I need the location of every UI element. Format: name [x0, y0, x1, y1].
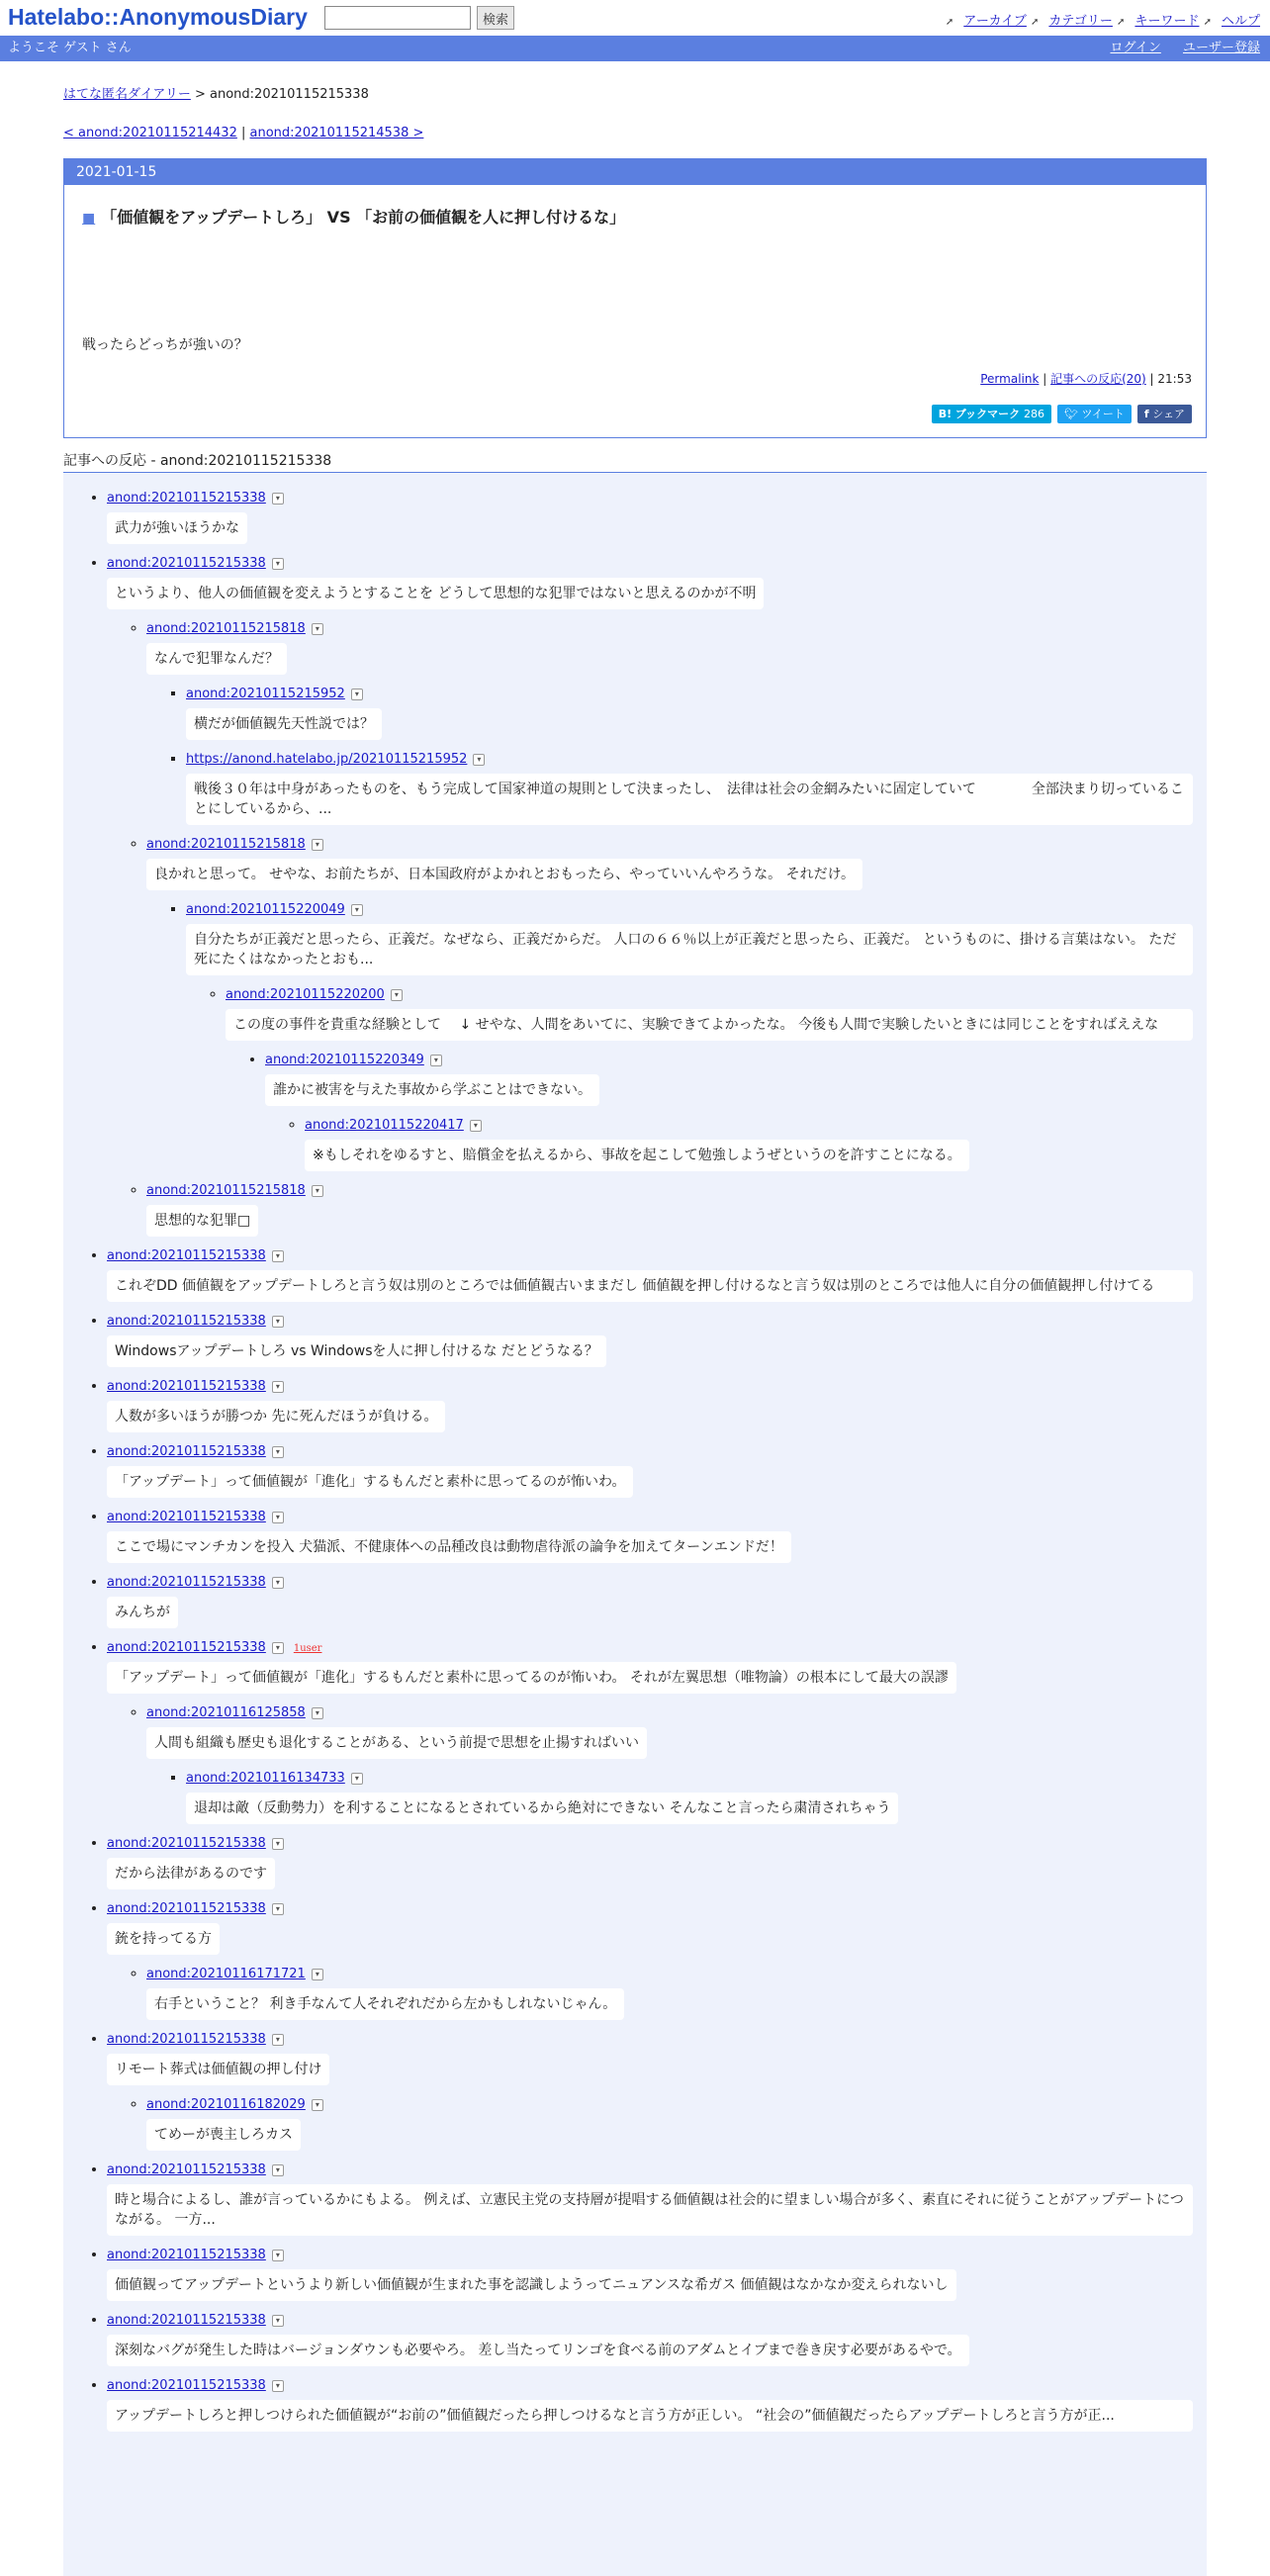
- chevron-down-icon[interactable]: ▾: [272, 1316, 284, 1328]
- chevron-down-icon[interactable]: ▾: [312, 1969, 323, 1980]
- list-item: [107, 2161, 1207, 2236]
- reply-link[interactable]: anond:20210115220349: [265, 1053, 424, 1067]
- bookmark-label: B! ブックマーク: [938, 408, 1021, 420]
- chevron-down-icon[interactable]: ▾: [430, 1055, 442, 1066]
- site-logo[interactable]: Hatelabo::AnonymousDiary: [8, 4, 308, 30]
- nav-help-link[interactable]: ヘルプ: [1221, 14, 1260, 29]
- reply-text: ここで場にマンチカンを投入 犬猫派、不健康体への品種改良は動物虐待派の論争を加えてターンエンドだ！: [107, 1531, 791, 1563]
- reactions-link[interactable]: 記事への反応(20): [1050, 372, 1146, 386]
- user-count-badge[interactable]: 1user: [293, 1643, 322, 1654]
- reply-text: 深刻なバグが発生した時はバージョンダウンも必要やろ。 差し当たってリンゴを食べる前のアダムとイブまで巻き戻す必要があるやで。: [107, 2335, 969, 2366]
- chevron-down-icon[interactable]: ▾: [272, 1577, 284, 1589]
- list-item: [107, 1246, 1207, 1302]
- tweet-button[interactable]: [1057, 405, 1132, 423]
- list-item: [107, 1377, 1207, 1432]
- list-item: [146, 835, 1207, 1171]
- reply-text: 銃を持ってる方: [107, 1923, 220, 1955]
- list-item: [186, 750, 1207, 825]
- reply-text: 思想的な犯罪□: [146, 1205, 258, 1237]
- reply-text: この度の事件を貴重な経験として ↓ せやな、人間をあいてに、実験できてよかったな。 今後も人間で実験したいときには同じことをすればええな: [226, 1009, 1193, 1041]
- welcome-bar: [0, 36, 1270, 61]
- reply-link[interactable]: anond:20210115215338: [107, 2378, 266, 2393]
- chevron-down-icon[interactable]: ▾: [272, 1512, 284, 1523]
- list-item: [107, 1312, 1207, 1367]
- chevron-down-icon[interactable]: ▾: [272, 2315, 284, 2327]
- reply-text: 戦後３０年は中身があったものを、もう完成して国家神道の規則として決まったし、 法律は社会の金網みたいに固定していて 全部決まり切っていることにしているから、...: [186, 774, 1193, 825]
- reply-link[interactable]: anond:20210115220200: [226, 987, 385, 1002]
- reply-link[interactable]: anond:20210115220417: [305, 1118, 464, 1133]
- chevron-down-icon[interactable]: ▾: [351, 1773, 363, 1785]
- reply-text: なんで犯罪なんだ？: [146, 643, 287, 675]
- register-link[interactable]: ユーザー登録: [1182, 41, 1260, 55]
- reply-link[interactable]: anond:20210115215338: [107, 1314, 266, 1329]
- chevron-down-icon[interactable]: ▾: [272, 1250, 284, 1262]
- entry-time: 21:53: [1157, 372, 1192, 386]
- reply-text: 「アップデート」って価値観が「進化」するもんだと素朴に思ってるのが怖いわ。 それが左翼思想（唯物論）の根本にして最大の誤謬: [107, 1662, 956, 1694]
- reply-link[interactable]: anond:20210115215338: [107, 2162, 266, 2177]
- chevron-down-icon[interactable]: ▾: [272, 2380, 284, 2392]
- arrow-icon: ➚: [1203, 17, 1212, 28]
- next-entry-link[interactable]: anond:20210115214538 >: [249, 126, 424, 140]
- twitter-icon: 🐦︎: [1064, 408, 1078, 420]
- list-item: [107, 1442, 1207, 1498]
- reply-text: アップデートしろと押しつけられた価値観が“お前の”価値観だったら押しつけるなと言う方が正しい。 “社会の”価値観だったらアップデートしろと言う方が正...: [107, 2400, 1193, 2432]
- search-button[interactable]: 検索: [477, 6, 514, 30]
- reply-link[interactable]: anond:20210115215338: [107, 1444, 266, 1459]
- reactions-tree: [63, 473, 1207, 2576]
- list-item: [107, 489, 1207, 544]
- reply-text: 良かれと思って。 せやな、お前たちが、日本国政府がよかれとおもったら、やっていいんやろうな。 それだけ。: [146, 859, 862, 890]
- list-item: [146, 1965, 1207, 2020]
- list-item: [186, 900, 1207, 1171]
- reply-text: 右手ということ？ 利き手なんて人それぞれだから左かもしれないじゃん。: [146, 1988, 624, 2020]
- reply-link[interactable]: anond:20210115215338: [107, 1510, 266, 1524]
- reply-text: みんちが: [107, 1597, 178, 1628]
- reply-text: これぞDD 価値観をアップデートしろと言う奴は別のところでは価値観古いままだし 価値観を押し付けるなと言う奴は別のところでは他人に自分の価値観押し付けてる: [107, 1270, 1193, 1302]
- reply-text: だから法律があるのです: [107, 1858, 275, 1889]
- list-item: [107, 2376, 1207, 2432]
- nav-category-link[interactable]: カテゴリー: [1048, 14, 1113, 29]
- top-nav: [946, 10, 1260, 29]
- chevron-down-icon[interactable]: ▾: [351, 689, 363, 700]
- reply-text: 横だが価値観先天性説では？: [186, 708, 382, 740]
- search-input[interactable]: [324, 6, 471, 30]
- chevron-down-icon[interactable]: ▾: [312, 1707, 323, 1719]
- reply-text: 「アップデート」って価値観が「進化」するもんだと素朴に思ってるのが怖いわ。: [107, 1466, 633, 1498]
- reply-link[interactable]: anond:20210116125858: [146, 1705, 306, 1720]
- chevron-down-icon[interactable]: ▾: [312, 1185, 323, 1197]
- chevron-down-icon[interactable]: ▾: [391, 989, 403, 1001]
- reply-text: Windowsアップデートしろ vs Windowsを人に押し付けるな だとどうなる？: [107, 1335, 606, 1367]
- bookmark-count: 286: [1024, 408, 1044, 420]
- list-item: [107, 1834, 1207, 1889]
- breadcrumb: [63, 83, 1207, 102]
- reply-text: というより、他人の価値観を変えようとすることを どうして思想的な犯罪ではないと思えるのかが不明: [107, 578, 764, 609]
- permalink-link[interactable]: Permalink: [980, 372, 1040, 386]
- facebook-icon: f: [1143, 408, 1149, 420]
- reply-text: てめーが喪主しろカス: [146, 2119, 301, 2151]
- list-item: [107, 2030, 1207, 2151]
- chevron-down-icon[interactable]: ▾: [312, 839, 323, 851]
- reply-text: 時と場合によるし、誰が言っているかにもよる。 例えば、立憲民主党の支持層が提唱する価値観は社会的に望ましい場合が多く、素直にそれに従うことがアップデートにつながる。 一方...: [107, 2184, 1193, 2236]
- list-item: [146, 2095, 1207, 2151]
- chevron-down-icon[interactable]: ▾: [272, 558, 284, 570]
- reply-text: 誰かに被害を与えた事故から学ぶことはできない。: [265, 1074, 599, 1106]
- list-item: [146, 619, 1207, 825]
- chevron-down-icon[interactable]: ▾: [351, 904, 363, 916]
- account-links: [1092, 36, 1260, 61]
- reply-link[interactable]: anond:20210115220049: [186, 902, 345, 917]
- chevron-down-icon[interactable]: ▾: [312, 2099, 323, 2111]
- reply-text: 価値観ってアップデートというより新しい価値観が生まれた事を認識しようってニュアンスな希ガス 価値観はなかなか変えられないし: [107, 2269, 956, 2301]
- list-item: [107, 1638, 1207, 1824]
- reply-text: 退却は敵（反動勢力）を利することになるとされているから絶対にできない そんなこと言ったら粛清されちゃう: [186, 1793, 898, 1824]
- entry-footer: Permalink | 記事への反応(20) | 21:53: [980, 372, 1192, 386]
- reply-link[interactable]: anond:20210116134733: [186, 1771, 345, 1786]
- list-item: [107, 1573, 1207, 1628]
- list-item: [265, 1051, 1207, 1171]
- reply-link[interactable]: anond:20210116171721: [146, 1967, 306, 1981]
- reply-link[interactable]: anond:20210115215818: [146, 621, 306, 636]
- list-item: [186, 1769, 1207, 1824]
- reply-link[interactable]: anond:20210115215818: [146, 837, 306, 852]
- reply-link[interactable]: anond:20210116182029: [146, 2097, 306, 2112]
- prev-entry-link[interactable]: < anond:20210115214432: [63, 126, 237, 140]
- reply-text: 武力が強いほうかな: [107, 512, 247, 544]
- entry-body: 戦ったらどっちが強いの？: [82, 337, 248, 353]
- breadcrumb-root-link[interactable]: はてな匿名ダイアリー: [63, 87, 191, 102]
- reply-text: 自分たちが正義だと思ったら、正義だ。なぜなら、正義だからだ。 人口の６６％以上が正義だと思ったら、正義だ。 というものに、掛ける言葉はない。 ただ 死にたくはなかったとおも...: [186, 924, 1193, 975]
- list-item: [186, 685, 1207, 740]
- chevron-down-icon[interactable]: ▾: [272, 2164, 284, 2176]
- chevron-down-icon[interactable]: ▾: [272, 1381, 284, 1393]
- hatena-bookmark-button[interactable]: [932, 405, 1051, 423]
- breadcrumb-separator: >: [190, 87, 211, 102]
- chevron-down-icon[interactable]: ▾: [272, 1446, 284, 1458]
- reply-link[interactable]: anond:20210115215338: [107, 1640, 266, 1655]
- chevron-down-icon[interactable]: ▾: [272, 493, 284, 505]
- reply-text: ※もしそれをゆるすと、賠償金を払えるから、事故を起こして勉強しようぜというのを許すことになる。: [305, 1140, 969, 1171]
- share-label: シェア: [1152, 408, 1185, 420]
- list-item: [226, 985, 1207, 1171]
- reply-link[interactable]: anond:20210115215338: [107, 491, 266, 506]
- chevron-down-icon[interactable]: ▾: [272, 1838, 284, 1850]
- main-content: [63, 61, 1207, 2576]
- tweet-label: ツイート: [1081, 408, 1125, 420]
- list-item: [107, 2311, 1207, 2366]
- nav-keyword-link[interactable]: キーワード: [1134, 14, 1200, 29]
- facebook-share-button[interactable]: [1137, 405, 1192, 423]
- reply-text: 人間も組織も歴史も退化することがある、という前提で思想を止揚すればいい: [146, 1727, 647, 1759]
- nav-archive-link[interactable]: アーカイブ: [963, 14, 1027, 29]
- prev-next-separator: |: [236, 126, 250, 140]
- reply-link[interactable]: anond:20210115215338: [107, 1248, 266, 1263]
- reply-link[interactable]: anond:20210115215338: [107, 2032, 266, 2047]
- list-item: [107, 554, 1207, 1237]
- chevron-down-icon[interactable]: ▾: [312, 623, 323, 635]
- chevron-down-icon[interactable]: ▾: [470, 1120, 482, 1132]
- entry-title: [82, 205, 1206, 228]
- reply-link[interactable]: anond:20210115215338: [107, 2313, 266, 2328]
- chevron-down-icon[interactable]: ▾: [473, 754, 485, 766]
- reply-link[interactable]: anond:20210115215338: [107, 1575, 266, 1590]
- reply-link[interactable]: anond:20210115215338: [107, 1836, 266, 1851]
- reply-text: 人数が多いほうが勝つか 先に死んだほうが負ける。: [107, 1401, 445, 1432]
- reply-link[interactable]: anond:20210115215952: [186, 687, 345, 701]
- chevron-down-icon[interactable]: ▾: [272, 1903, 284, 1915]
- reactions-heading: 記事への反応 - anond:20210115215338: [63, 450, 1207, 473]
- entry-date: 2021-01-15: [64, 159, 1206, 185]
- arrow-icon: ➚: [1031, 17, 1040, 28]
- entry-square-icon[interactable]: ■: [82, 211, 96, 227]
- list-item: [107, 2246, 1207, 2301]
- welcome-text: ようこそ ゲスト さん: [8, 41, 132, 55]
- top-header: [0, 0, 1270, 36]
- reply-link[interactable]: anond:20210115215338: [107, 1901, 266, 1916]
- entry-box: [63, 158, 1207, 438]
- list-item: [305, 1116, 1207, 1171]
- list-item: [146, 1181, 1207, 1237]
- login-link[interactable]: ログイン: [1110, 41, 1161, 55]
- entry-title-text: 「価値観をアップデートしろ」 VS 「お前の価値観を人に押し付けるな」: [101, 208, 626, 227]
- breadcrumb-current: anond:20210115215338: [210, 87, 369, 102]
- chevron-down-icon[interactable]: ▾: [272, 2250, 284, 2261]
- reply-link[interactable]: anond:20210115215338: [107, 556, 266, 571]
- reply-link[interactable]: anond:20210115215338: [107, 1379, 266, 1394]
- reply-link[interactable]: anond:20210115215818: [146, 1183, 306, 1198]
- arrow-icon: ➚: [1117, 17, 1126, 28]
- prev-next-nav: [63, 126, 1207, 140]
- list-item: [146, 1703, 1207, 1824]
- list-item: [107, 1899, 1207, 2020]
- reply-link[interactable]: anond:20210115215338: [107, 2248, 266, 2262]
- reply-text: リモート葬式は価値観の押し付け: [107, 2054, 329, 2085]
- reply-link[interactable]: https://anond.hatelabo.jp/20210115215952: [186, 752, 468, 767]
- chevron-down-icon[interactable]: ▾: [272, 1642, 284, 1654]
- chevron-down-icon[interactable]: ▾: [272, 2034, 284, 2046]
- list-item: [107, 1508, 1207, 1563]
- arrow-icon: ➚: [945, 17, 954, 28]
- share-buttons: [64, 405, 1192, 423]
